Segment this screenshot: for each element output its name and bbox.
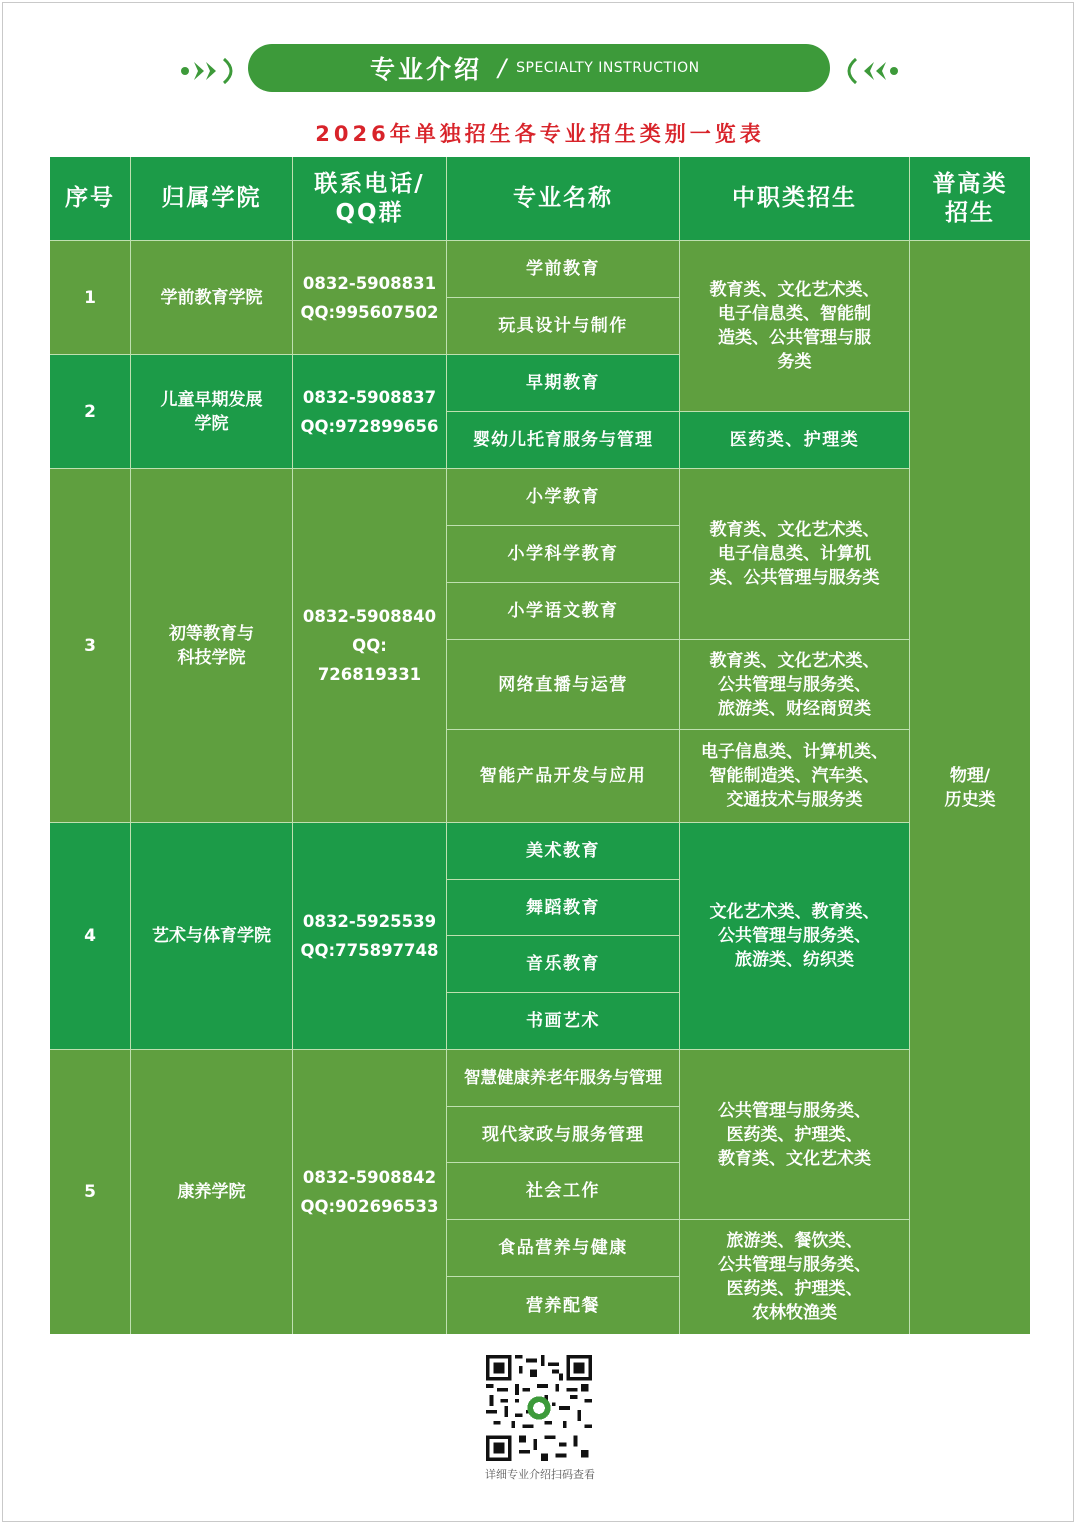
right-arrow-decoration-icon [838,54,900,88]
header-major: 专业名称 [447,157,680,241]
header-vocational: 中职类招生 [680,157,910,241]
row-no: 2 [50,355,131,469]
row-no: 5 [50,1050,131,1334]
majors-table [50,157,1030,1334]
college-contact: 0832-5908840 QQ: 726819331 [293,469,447,823]
major-name: 早期教育 [447,355,680,412]
major-name: 智慧健康养老年服务与管理 [447,1050,680,1107]
vocational-categories: 公共管理与服务类、 医药类、护理类、 教育类、文化艺术类 [680,1050,910,1220]
major-name: 食品营养与健康 [447,1220,680,1277]
college-contact: 0832-5908831 QQ:995607502 [293,241,447,355]
major-name: 玩具设计与制作 [447,298,680,355]
banner-subtitle: SPECIALTY INSTRUCTION [516,60,700,76]
header-no: 序号 [50,157,131,241]
vocational-categories: 旅游类、餐饮类、 公共管理与服务类、 医药类、护理类、 农林牧渔类 [680,1220,910,1334]
major-name: 网络直播与运营 [447,640,680,730]
major-name: 音乐教育 [447,936,680,993]
banner-separator: / [498,54,507,82]
header-contact: 联系电话/ QQ群 [293,157,447,241]
college-name: 康养学院 [131,1050,293,1334]
major-name: 小学教育 [447,469,680,526]
header-college: 归属学院 [131,157,293,241]
document-title: 2026年单独招生各专业招生类别一览表 [315,122,765,146]
major-name: 营养配餐 [447,1277,680,1334]
major-name: 小学科学教育 [447,526,680,583]
section-banner [248,44,830,92]
vocational-categories: 教育类、文化艺术类、 电子信息类、智能制 造类、公共管理与服 务类 [680,241,910,412]
left-arrow-decoration-icon [180,54,242,88]
vocational-categories: 医药类、护理类 [680,412,910,469]
qr-code-icon[interactable] [486,1355,592,1461]
row-no: 4 [50,823,131,1050]
college-name: 儿童早期发展 学院 [131,355,293,469]
banner-title: 专业介绍 [370,55,483,84]
row-no: 3 [50,469,131,823]
college-name: 初等教育与 科技学院 [131,469,293,823]
college-name: 学前教育学院 [131,241,293,355]
college-contact: 0832-5908842 QQ:902696533 [293,1050,447,1334]
vocational-categories: 教育类、文化艺术类、 公共管理与服务类、 旅游类、财经商贸类 [680,640,910,730]
college-name: 艺术与体育学院 [131,823,293,1050]
major-name: 美术教育 [447,823,680,880]
row-no: 1 [50,241,131,355]
major-name: 书画艺术 [447,993,680,1050]
vocational-categories: 电子信息类、计算机类、 智能制造类、汽车类、 交通技术与服务类 [680,730,910,823]
vocational-categories: 文化艺术类、教育类、 公共管理与服务类、 旅游类、纺织类 [680,823,910,1050]
major-name: 学前教育 [447,241,680,298]
qr-caption: 详细专业介绍扫码查看 [485,1468,595,1481]
college-contact: 0832-5908837 QQ:972899656 [293,355,447,469]
vocational-categories: 教育类、文化艺术类、 电子信息类、计算机 类、公共管理与服务类 [680,469,910,640]
general-high-school-categories: 物理/ 历史类 [910,241,1030,1334]
major-name: 小学语文教育 [447,583,680,640]
college-contact: 0832-5925539 QQ:775897748 [293,823,447,1050]
major-name: 婴幼儿托育服务与管理 [447,412,680,469]
major-name: 智能产品开发与应用 [447,730,680,823]
major-name: 舞蹈教育 [447,880,680,936]
major-name: 社会工作 [447,1163,680,1220]
header-general: 普高类 招生 [910,157,1030,241]
major-name: 现代家政与服务管理 [447,1107,680,1163]
